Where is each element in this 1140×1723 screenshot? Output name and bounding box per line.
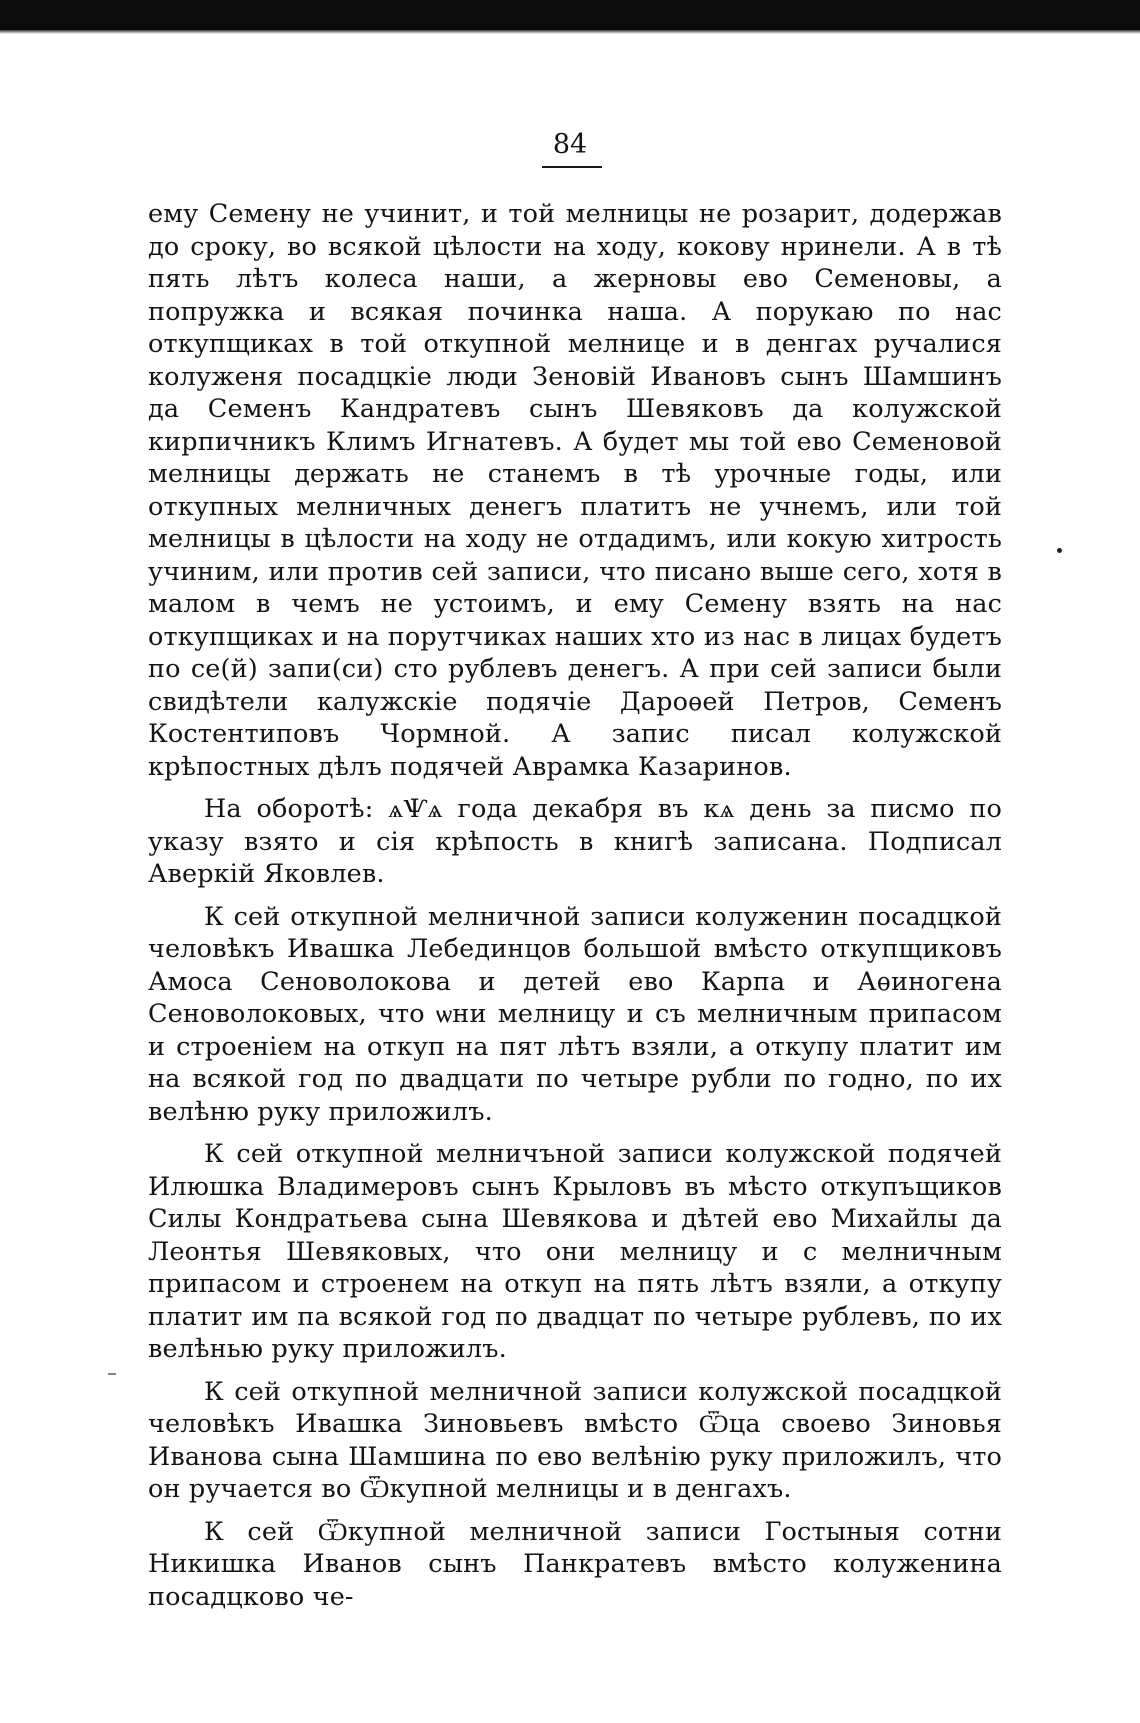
scan-speck [1057, 548, 1062, 553]
paragraph-lebedintsov-signature: К сей откупной мелничной записи колуженин посадцкой человѣкъ Ивашка Лебединцов большой вмѣсто откупщиковъ Амоса Сеноволокова и детей ево Карпа и Аѳиногена Сеноволоковых, что ѡни мелницу и съ мелничным припасом и строеніем на откуп на пят лѣтъ взяли, а откупу платит им на всякой год по двадцати по четыре рубли по годно, по их велѣню руку приложилъ. [148, 901, 1002, 1127]
scan-margin-mark [108, 1373, 116, 1375]
scan-top-border [0, 0, 1140, 30]
paragraph-zinoviev-signature: К сей откупной мелничной записи колужской посадцкой человѣкъ Ивашка Зиновьевъ вмѣсто Ѿца своево Зиновья Иванова сына Шамшина по ево велѣнію руку приложилъ, что он ручается во Ѿкупной мелницы и в денгахъ. [148, 1376, 1002, 1504]
paragraph-pankratev-signature: К сей Ѿкупной мелничной записи Гостыныя сотни Никишка Иванов сынъ Панкратевъ вмѣсто колуженина посадцково че- [148, 1516, 1002, 1612]
paragraph-continuation: ему Семену не учинит, и той мелницы не розарит, додержав до сроку, во всякой цѣлости на ходу, кокову нринели. А в тѣ пять лѣтъ колеса наши, а жерновы ево Семеновы, а попружка и всякая починка наша. А порукаю по нас откупщиках в той откупной мелнице и в денгах ручалися колуженя посадцкіе люди Зеновій Ивановъ сынъ Шамшинъ да Семенъ Кандратевъ сынъ Шевяковъ да колужской кирпичникъ Климъ Игнатевъ. А будет мы той ево Семеновой мелницы держать не станемъ в тѣ урочные годы, или откупных мелничных денегъ платитъ не учнемъ, или той мелницы в цѣлости на ходу не отдадимъ, или кокую хитрость учиним, или против сей записи, что писано выше сего, хотя в малом в чемъ не устоимъ, и ему Семену взять на нас откупщиках и на порутчиках наших хто из нас в лицах будетъ по се(й) запи(си) сто рублевъ денегъ. А при сей записи были свидѣтели калужскіе подячіе Дароѳей Петров, Семенъ Костентиповъ Чормной. А запис писал колужской крѣпостных дѣлъ подячей Аврамка Казаринов. [148, 199, 1002, 782]
page-body [148, 198, 1002, 1613]
scan-top-border-fade [0, 30, 1140, 34]
page-number: 84 [552, 129, 588, 160]
paragraph-krylov-signature: К сей откупной мелничъной записи колужской подячей Илюшка Владимеровъ сынъ Крыловъ въ мѣсто откупъщиков Силы Кондратьева сына Шевякова и дѣтей ево Михайлы да Леонтья Шевяковых, что они мелницу и с мелничным припасом и строенем на откуп на пять лѣтъ взяли, а откупу платит им па всякой год по двадцат по четыре рублевъ, по их велѣнью руку приложилъ. [148, 1139, 1002, 1364]
paragraph-reverse-note: На оборотѣ: ѧѰѧ года декабря въ кѧ день за писмо по указу взято и сія крѣпость в книгѣ записана. Подписал Аверкій Яковлев. [148, 794, 1002, 889]
page-number-underline [542, 166, 602, 168]
